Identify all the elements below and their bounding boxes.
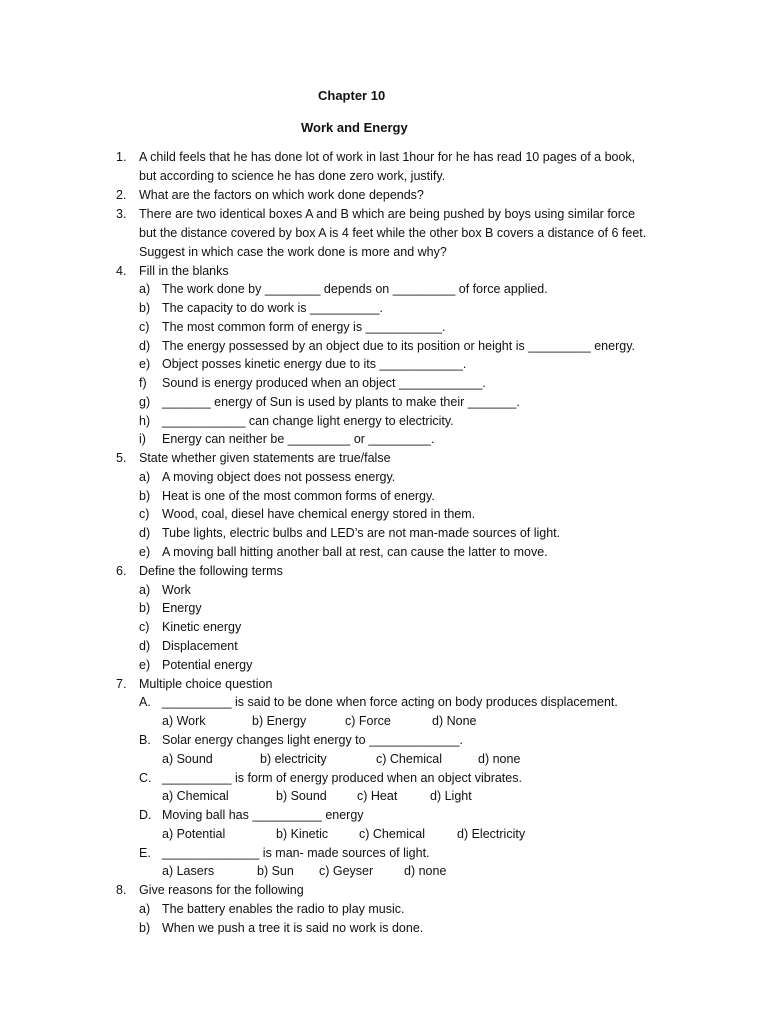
list-item: Wood, coal, diesel have chemical energy stored in them.	[162, 507, 476, 521]
item-label: d)	[139, 339, 151, 353]
mcq-option: c) Geyser	[319, 864, 374, 878]
item-label: f)	[139, 376, 147, 390]
question-number: 6.	[116, 564, 127, 578]
mcq-question: Solar energy changes light energy to _____________.	[162, 733, 463, 747]
list-item: Object posses kinetic energy due to its ____________.	[162, 357, 467, 371]
question-text: Fill in the blanks	[139, 264, 229, 278]
mcq-option: a) Lasers	[162, 864, 215, 878]
item-label: b)	[139, 601, 151, 615]
mcq-question: ______________ is man- made sources of light.	[162, 846, 430, 860]
question-text: Give reasons for the following	[139, 883, 304, 897]
list-item: The energy possessed by an object due to its position or height is _________ energy.	[162, 339, 635, 353]
mcq-option: d) Electricity	[457, 827, 526, 841]
question-text: A child feels that he has done lot of work in last 1hour for he has read 10 pages of a book,	[139, 150, 636, 164]
mcq-question: __________ is form of energy produced when an object vibrates.	[162, 771, 522, 785]
mcq-option: c) Chemical	[359, 827, 425, 841]
mcq-option: b) Sound	[276, 789, 327, 803]
list-item: Energy can neither be _________ or _________.	[162, 432, 435, 446]
item-label: a)	[139, 583, 151, 597]
list-item: Tube lights, electric bulbs and LED’s are not man-made sources of light.	[162, 526, 561, 540]
question-number: 8.	[116, 883, 127, 897]
question-number: 1.	[116, 150, 127, 164]
item-label: a)	[139, 902, 151, 916]
mcq-option: d) none	[404, 864, 447, 878]
list-item: _______ energy of Sun is used by plants to make their _______.	[162, 395, 520, 409]
item-label: d)	[139, 639, 151, 653]
question-number: 7.	[116, 677, 127, 691]
item-label: b)	[139, 921, 151, 935]
list-item: ____________ can change light energy to electricity.	[162, 414, 454, 428]
mcq-label: C.	[139, 771, 152, 785]
item-label: g)	[139, 395, 151, 409]
mcq-option: d) none	[478, 752, 521, 766]
question-text: What are the factors on which work done depends?	[139, 188, 424, 202]
list-item: Displacement	[162, 639, 238, 653]
question-text: Suggest in which case the work done is more and why?	[139, 245, 447, 259]
mcq-question: __________ is said to be done when force acting on body produces displacement.	[162, 695, 618, 709]
question-text: Define the following terms	[139, 564, 283, 578]
mcq-option: b) electricity	[260, 752, 327, 766]
item-label: b)	[139, 301, 151, 315]
mcq-option: b) Sun	[257, 864, 294, 878]
list-item: The most common form of energy is ___________.	[162, 320, 446, 334]
mcq-option: a) Chemical	[162, 789, 229, 803]
question-number: 5.	[116, 451, 127, 465]
item-label: a)	[139, 282, 151, 296]
item-label: c)	[139, 320, 150, 334]
list-item: When we push a tree it is said no work is done.	[162, 921, 424, 935]
list-item: Heat is one of the most common forms of energy.	[162, 489, 435, 503]
mcq-option: c) Force	[345, 714, 391, 728]
mcq-option: a) Potential	[162, 827, 226, 841]
mcq-label: A.	[139, 695, 151, 709]
list-item: Energy	[162, 601, 202, 615]
list-item: A moving ball hitting another ball at rest, can cause the latter to move.	[162, 545, 548, 559]
mcq-option: b) Energy	[252, 714, 307, 728]
question-number: 3.	[116, 207, 127, 221]
question-text: Multiple choice question	[139, 677, 273, 691]
item-label: c)	[139, 507, 150, 521]
item-label: a)	[139, 470, 151, 484]
question-text: but the distance covered by box A is 4 feet while the other box B covers a distance of 6 feet.	[139, 226, 647, 240]
list-item: Kinetic energy	[162, 620, 242, 634]
mcq-label: D.	[139, 808, 152, 822]
item-label: d)	[139, 526, 151, 540]
list-item: Sound is energy produced when an object ____________.	[162, 376, 486, 390]
list-item: The capacity to do work is __________.	[162, 301, 383, 315]
item-label: e)	[139, 658, 151, 672]
mcq-option: a) Sound	[162, 752, 213, 766]
mcq-label: E.	[139, 846, 151, 860]
mcq-option: d) Light	[430, 789, 472, 803]
item-label: e)	[139, 357, 151, 371]
mcq-question: Moving ball has __________ energy	[162, 808, 364, 822]
item-label: c)	[139, 620, 150, 634]
list-item: The battery enables the radio to play music.	[162, 902, 405, 916]
item-label: h)	[139, 414, 151, 428]
question-text: State whether given statements are true/false	[139, 451, 391, 465]
chapter-heading: Chapter 10	[318, 88, 386, 103]
question-number: 4.	[116, 264, 127, 278]
mcq-option: a) Work	[162, 714, 206, 728]
question-text: There are two identical boxes A and B which are being pushed by boys using similar force	[139, 207, 636, 221]
mcq-option: d) None	[432, 714, 477, 728]
item-label: i)	[139, 432, 146, 446]
list-item: Potential energy	[162, 658, 253, 672]
mcq-option: c) Heat	[357, 789, 398, 803]
question-text: but according to science he has done zero work, justify.	[139, 169, 446, 183]
mcq-option: c) Chemical	[376, 752, 442, 766]
document-title: Work and Energy	[301, 120, 408, 135]
list-item: The work done by ________ depends on _________ of force applied.	[162, 282, 548, 296]
item-label: b)	[139, 489, 151, 503]
mcq-label: B.	[139, 733, 151, 747]
question-number: 2.	[116, 188, 127, 202]
mcq-option: b) Kinetic	[276, 827, 329, 841]
item-label: e)	[139, 545, 151, 559]
list-item: A moving object does not possess energy.	[162, 470, 396, 484]
list-item: Work	[162, 583, 191, 597]
